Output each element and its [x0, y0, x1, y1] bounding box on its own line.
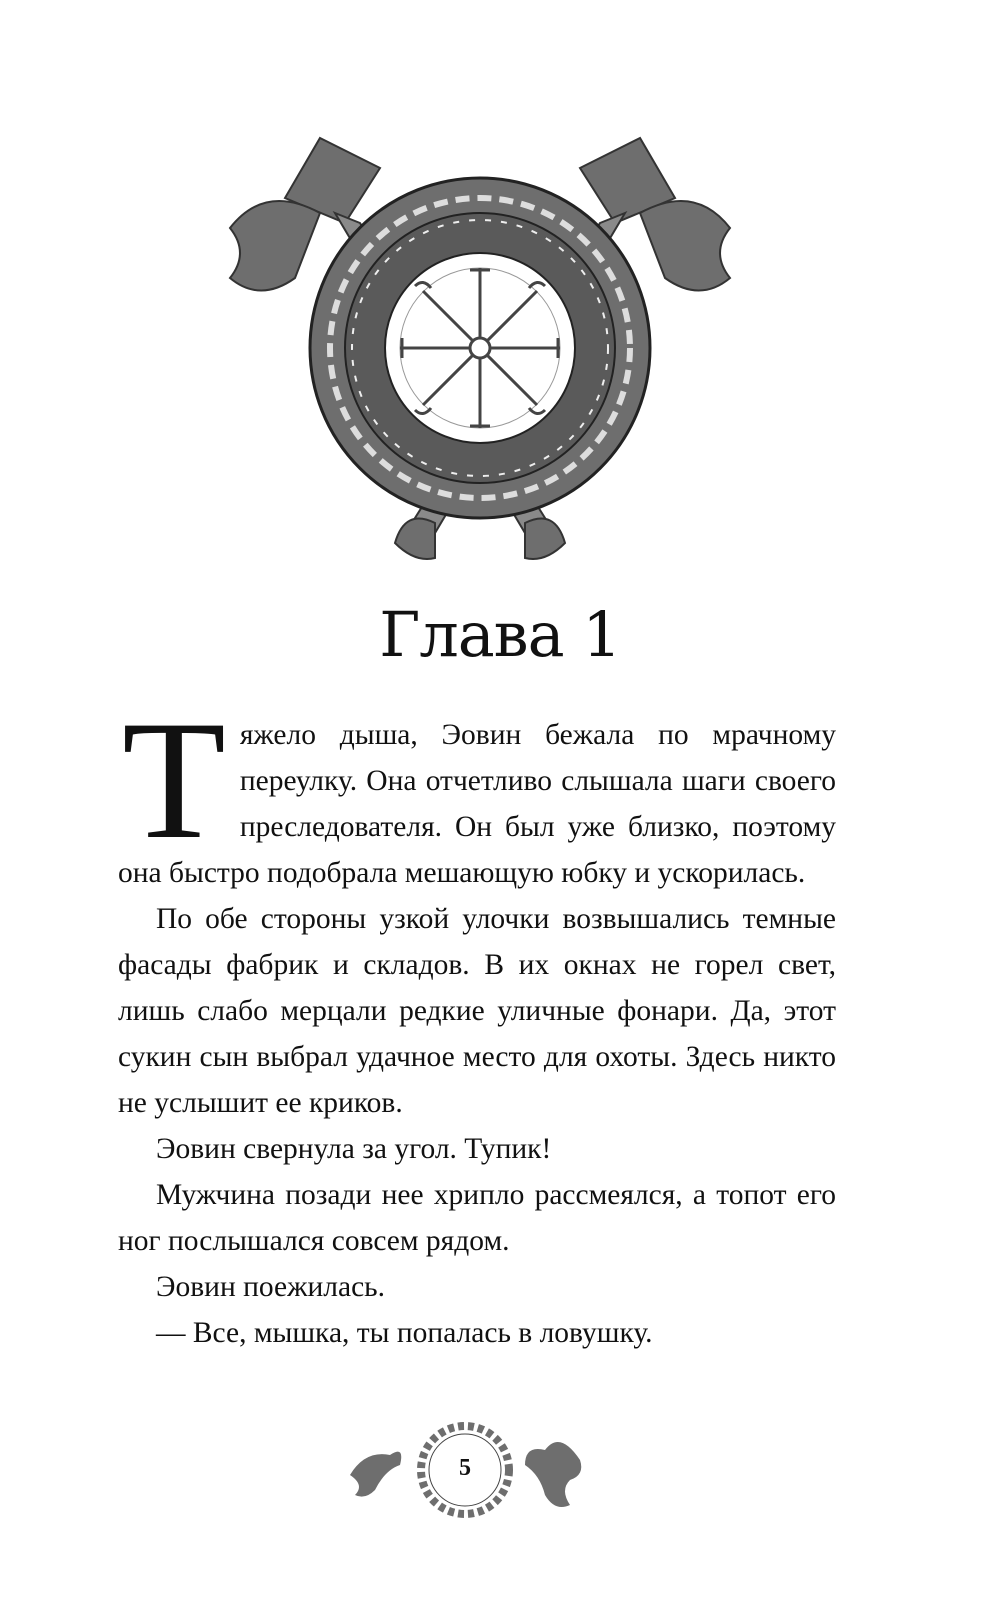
left-raven-icon: [350, 1452, 401, 1497]
paragraph-6: — Все, мышка, ты попалась в ловушку.: [156, 1317, 653, 1349]
chapter-emblem: [225, 128, 735, 564]
chapter-body: [118, 686, 836, 1356]
vegvisir-icon: [400, 268, 560, 428]
page-number: 5: [459, 1455, 471, 1481]
right-raven-icon: [525, 1442, 581, 1507]
paragraph-1-text: яжело дыша, Эовин бежала по мрачному переулку. Она отчетливо слышала шаги своего преследователя. Он был уже близко, поэтому она быстро подобрала мешающую юбку и ускорилась.: [118, 719, 836, 889]
drop-cap: Т: [122, 686, 226, 874]
chapter-title: Глава 1: [379, 598, 621, 671]
paragraph-3: Эовин свернула за угол. Тупик!: [156, 1133, 552, 1165]
paragraph-4: Мужчина позади нее хрипло рассмеялся, а топот его ног послышался совсем рядом.: [118, 1179, 836, 1257]
paragraph-5: Эовин поежилась.: [156, 1271, 385, 1303]
paragraph-2: По обе стороны узкой улочки возвышались темные фасады фабрик и складов. В их окнах не горел свет, лишь слабо мерцали редкие уличные фонари. Да, этот сукин сын выбрал удачное место для охоты. Здесь никто не услышит ее криков.: [118, 903, 836, 1119]
paragraph-1: [118, 686, 836, 896]
